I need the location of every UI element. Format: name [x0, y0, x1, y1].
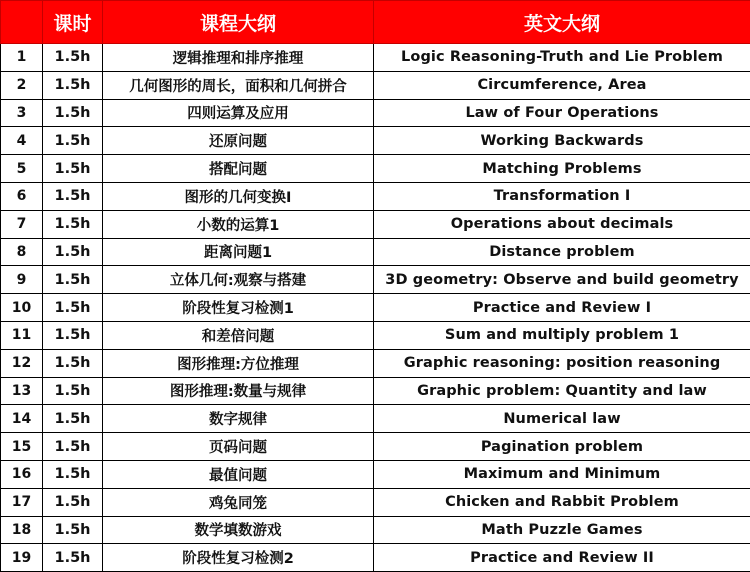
row-chinese-topic: 小数的运算1: [103, 210, 374, 238]
row-number: 3: [1, 99, 43, 127]
row-chinese-topic: 四则运算及应用: [103, 99, 374, 127]
row-number: 19: [1, 544, 43, 572]
table-row: [1, 488, 750, 516]
row-chinese-topic: 几何图形的周长，面积和几何拼合: [103, 71, 374, 99]
table-row: [1, 266, 750, 294]
row-hours: 1.5h: [43, 44, 103, 72]
row-hours: 1.5h: [43, 405, 103, 433]
row-english-topic: Circumference, Area: [374, 71, 750, 99]
row-number: 17: [1, 488, 43, 516]
row-english-topic: Matching Problems: [374, 155, 750, 183]
row-number: 15: [1, 433, 43, 461]
row-english-topic: Graphic problem: Quantity and law: [374, 377, 750, 405]
table-header: [1, 1, 750, 44]
row-english-topic: Pagination problem: [374, 433, 750, 461]
row-hours: 1.5h: [43, 99, 103, 127]
row-english-topic: Graphic reasoning: position reasoning: [374, 349, 750, 377]
row-number: 8: [1, 238, 43, 266]
row-number: 2: [1, 71, 43, 99]
row-hours: 1.5h: [43, 155, 103, 183]
row-english-topic: Distance problem: [374, 238, 750, 266]
row-chinese-topic: 鸡兔同笼: [103, 488, 374, 516]
header-chinese-outline: 课程大纲: [103, 1, 374, 44]
row-english-topic: Numerical law: [374, 405, 750, 433]
row-chinese-topic: 数学填数游戏: [103, 516, 374, 544]
table-row: [1, 321, 750, 349]
row-hours: 1.5h: [43, 321, 103, 349]
row-english-topic: Logic Reasoning-Truth and Lie Problem: [374, 44, 750, 72]
row-hours: 1.5h: [43, 210, 103, 238]
header-number: [1, 1, 43, 44]
row-english-topic: Maximum and Minimum: [374, 460, 750, 488]
row-hours: 1.5h: [43, 488, 103, 516]
row-hours: 1.5h: [43, 349, 103, 377]
row-number: 9: [1, 266, 43, 294]
row-english-topic: Sum and multiply problem 1: [374, 321, 750, 349]
row-hours: 1.5h: [43, 266, 103, 294]
row-english-topic: Practice and Review II: [374, 544, 750, 572]
row-hours: 1.5h: [43, 294, 103, 322]
row-english-topic: Chicken and Rabbit Problem: [374, 488, 750, 516]
row-number: 12: [1, 349, 43, 377]
row-hours: 1.5h: [43, 377, 103, 405]
table-row: [1, 405, 750, 433]
table-row: [1, 349, 750, 377]
table-row: [1, 182, 750, 210]
row-hours: 1.5h: [43, 238, 103, 266]
table-row: [1, 210, 750, 238]
row-number: 6: [1, 182, 43, 210]
row-number: 5: [1, 155, 43, 183]
table-row: [1, 44, 750, 72]
table-row: [1, 238, 750, 266]
row-chinese-topic: 页码问题: [103, 433, 374, 461]
row-chinese-topic: 图形的几何变换I: [103, 182, 374, 210]
row-english-topic: Math Puzzle Games: [374, 516, 750, 544]
header-row: [1, 1, 750, 44]
row-hours: 1.5h: [43, 516, 103, 544]
row-chinese-topic: 图形推理:方位推理: [103, 349, 374, 377]
row-chinese-topic: 阶段性复习检测2: [103, 544, 374, 572]
row-hours: 1.5h: [43, 127, 103, 155]
row-hours: 1.5h: [43, 71, 103, 99]
row-english-topic: Practice and Review I: [374, 294, 750, 322]
row-number: 1: [1, 44, 43, 72]
row-english-topic: Law of Four Operations: [374, 99, 750, 127]
row-chinese-topic: 立体几何:观察与搭建: [103, 266, 374, 294]
row-chinese-topic: 逻辑推理和排序推理: [103, 44, 374, 72]
row-english-topic: 3D geometry: Observe and build geometry: [374, 266, 750, 294]
row-hours: 1.5h: [43, 433, 103, 461]
table-row: [1, 127, 750, 155]
row-chinese-topic: 和差倍问题: [103, 321, 374, 349]
row-number: 16: [1, 460, 43, 488]
row-number: 10: [1, 294, 43, 322]
table-row: [1, 155, 750, 183]
table-row: [1, 433, 750, 461]
row-hours: 1.5h: [43, 182, 103, 210]
row-number: 7: [1, 210, 43, 238]
table-body: [1, 44, 750, 572]
table-row: [1, 71, 750, 99]
row-number: 14: [1, 405, 43, 433]
row-hours: 1.5h: [43, 544, 103, 572]
row-number: 13: [1, 377, 43, 405]
row-hours: 1.5h: [43, 460, 103, 488]
table-row: [1, 516, 750, 544]
row-chinese-topic: 数字规律: [103, 405, 374, 433]
table-row: [1, 99, 750, 127]
row-english-topic: Working Backwards: [374, 127, 750, 155]
table-row: [1, 377, 750, 405]
row-chinese-topic: 图形推理:数量与规律: [103, 377, 374, 405]
row-chinese-topic: 搭配问题: [103, 155, 374, 183]
row-english-topic: Operations about decimals: [374, 210, 750, 238]
row-number: 11: [1, 321, 43, 349]
table-row: [1, 294, 750, 322]
row-english-topic: Transformation I: [374, 182, 750, 210]
table-row: [1, 460, 750, 488]
table-row: [1, 544, 750, 572]
row-chinese-topic: 最值问题: [103, 460, 374, 488]
row-number: 4: [1, 127, 43, 155]
row-chinese-topic: 还原问题: [103, 127, 374, 155]
header-english-outline: 英文大纲: [374, 1, 750, 44]
row-chinese-topic: 阶段性复习检测1: [103, 294, 374, 322]
header-hours: 课时: [43, 1, 103, 44]
row-number: 18: [1, 516, 43, 544]
row-chinese-topic: 距离问题1: [103, 238, 374, 266]
